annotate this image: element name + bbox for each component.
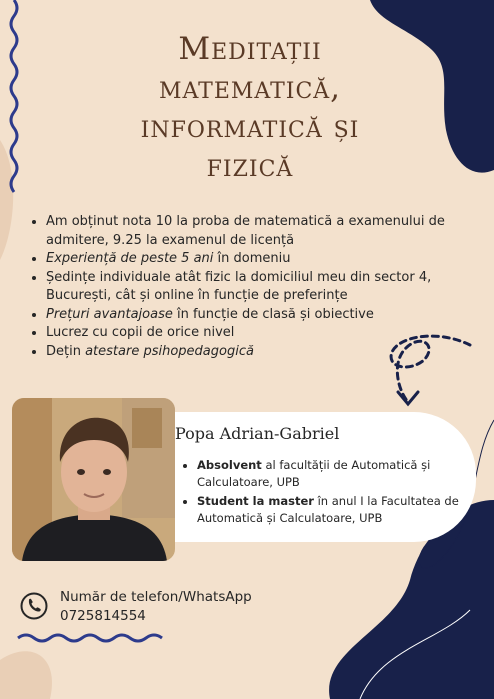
contact-label: Număr de telefon/WhatsApp [60, 589, 252, 605]
list-item [46, 343, 494, 362]
list-item-emphasis: Prețuri avantajoase [46, 306, 173, 322]
contact-info [60, 588, 252, 626]
title-line-2: matematică, [158, 70, 342, 106]
title-line-4: fizică [206, 148, 294, 184]
list-item-text: al facultății de Automatică și Calculatoare, UPB [197, 458, 431, 489]
list-item-text: în anul I la Facultatea de Automatică și Calculatoare, UPB [197, 494, 459, 525]
list-item-emphasis: Student la master [197, 494, 314, 508]
phone-icon [20, 592, 48, 620]
list-item [197, 493, 487, 527]
list-item-emphasis: Experiență de peste 5 ani [46, 251, 214, 266]
list-item-text: în funcție de clasă și obiective [172, 306, 374, 322]
profile-details-list [183, 457, 487, 529]
list-item [46, 306, 494, 325]
list-item: • Am obținut nota 10 la proba de matematică a examenului de admitere, 9.25 la examenul de licență [46, 213, 494, 250]
light-blob-bottom-left [0, 651, 52, 699]
profile-name: Popa Adrian-Gabriel [175, 424, 340, 443]
list-item-emphasis: Absolvent [197, 458, 262, 472]
title-line-1: Meditații [178, 31, 322, 67]
profile-photo [12, 398, 175, 561]
title-line-3: informatică și [140, 109, 360, 145]
wavy-line-bottom [18, 635, 162, 641]
list-item: • Ședințe individuale atât fizic la domiciliul meu din sector 4, București, cât și online în funcție de preferințe [46, 269, 494, 306]
list-item: • Lucrez cu copii de orice nivel [46, 324, 494, 343]
list-item [197, 457, 487, 491]
benefits-list [28, 213, 494, 361]
list-item-emphasis: atestare psihopedagogică [85, 343, 254, 359]
list-item [46, 250, 494, 269]
wavy-line-left [11, 0, 17, 192]
list-item-text: Dețin [46, 343, 86, 359]
list-item-text: în domeniu [213, 251, 291, 266]
phone-number[interactable]: 0725814554 [60, 608, 146, 624]
page-title [60, 30, 440, 186]
